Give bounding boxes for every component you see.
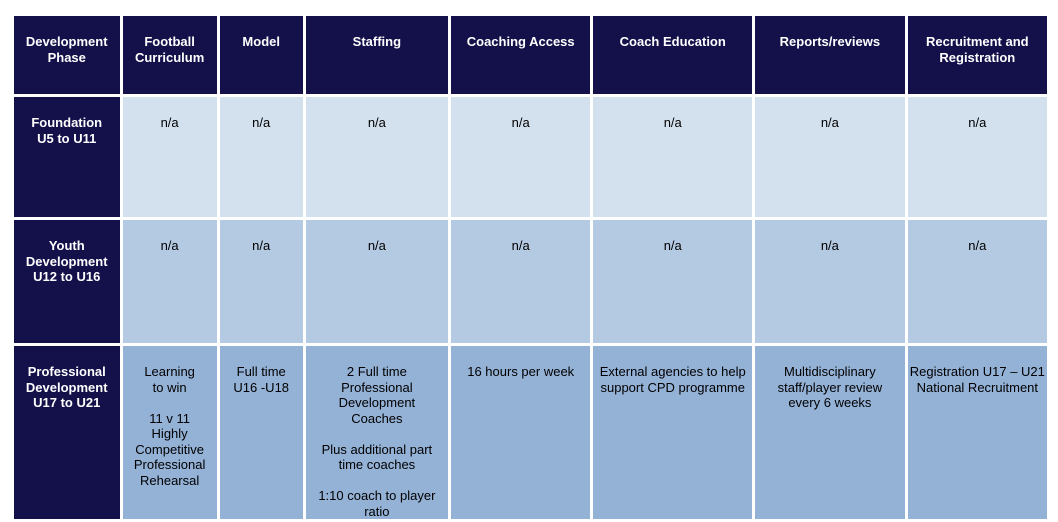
- table-cell-recruitment-registration: Registration U17 – U21 National Recruitment: [908, 346, 1047, 519]
- header-football-curriculum: Football Curriculum: [123, 16, 217, 94]
- table-cell: n/a: [123, 97, 217, 217]
- table-cell: n/a: [306, 97, 448, 217]
- phase-foundation: Foundation U5 to U11: [14, 97, 120, 217]
- table-cell: n/a: [220, 97, 303, 217]
- table-cell: n/a: [908, 220, 1047, 343]
- table-cell-model: Full time U16 -U18: [220, 346, 303, 519]
- header-staffing: Staffing: [306, 16, 448, 94]
- table-cell: n/a: [755, 220, 905, 343]
- table-cell: n/a: [306, 220, 448, 343]
- table-row: [14, 97, 1047, 217]
- table-cell: n/a: [755, 97, 905, 217]
- table-cell: n/a: [451, 220, 590, 343]
- table-cell: n/a: [451, 97, 590, 217]
- phase-professional-development: Professional Development U17 to U21: [14, 346, 120, 519]
- table-cell-football-curriculum: Learning to win 11 v 11 Highly Competitive Professional Rehearsal: [123, 346, 217, 519]
- table-cell: n/a: [593, 97, 752, 217]
- table-cell: n/a: [123, 220, 217, 343]
- header-coach-education: Coach Education: [593, 16, 752, 94]
- phase-youth-development: Youth Development U12 to U16: [14, 220, 120, 343]
- development-table-container: [11, 13, 1050, 522]
- table-cell-coaching-access: 16 hours per week: [451, 346, 590, 519]
- header-recruitment-registration: Recruitment and Registration: [908, 16, 1047, 94]
- table-cell-staffing: 2 Full time Professional Development Coaches Plus additional part time coaches 1:10 coach to player ratio: [306, 346, 448, 519]
- development-phase-table: [11, 13, 1050, 522]
- table-cell-coach-education: External agencies to help support CPD programme: [593, 346, 752, 519]
- table-cell: n/a: [593, 220, 752, 343]
- header-row: [14, 16, 1047, 94]
- table-cell-reports-reviews: Multidisciplinary staff/player review every 6 weeks: [755, 346, 905, 519]
- header-model: Model: [220, 16, 303, 94]
- table-row: [14, 220, 1047, 343]
- table-cell: n/a: [220, 220, 303, 343]
- table-cell: n/a: [908, 97, 1047, 217]
- header-development-phase: Development Phase: [14, 16, 120, 94]
- header-coaching-access: Coaching Access: [451, 16, 590, 94]
- header-reports-reviews: Reports/reviews: [755, 16, 905, 94]
- table-row: [14, 346, 1047, 519]
